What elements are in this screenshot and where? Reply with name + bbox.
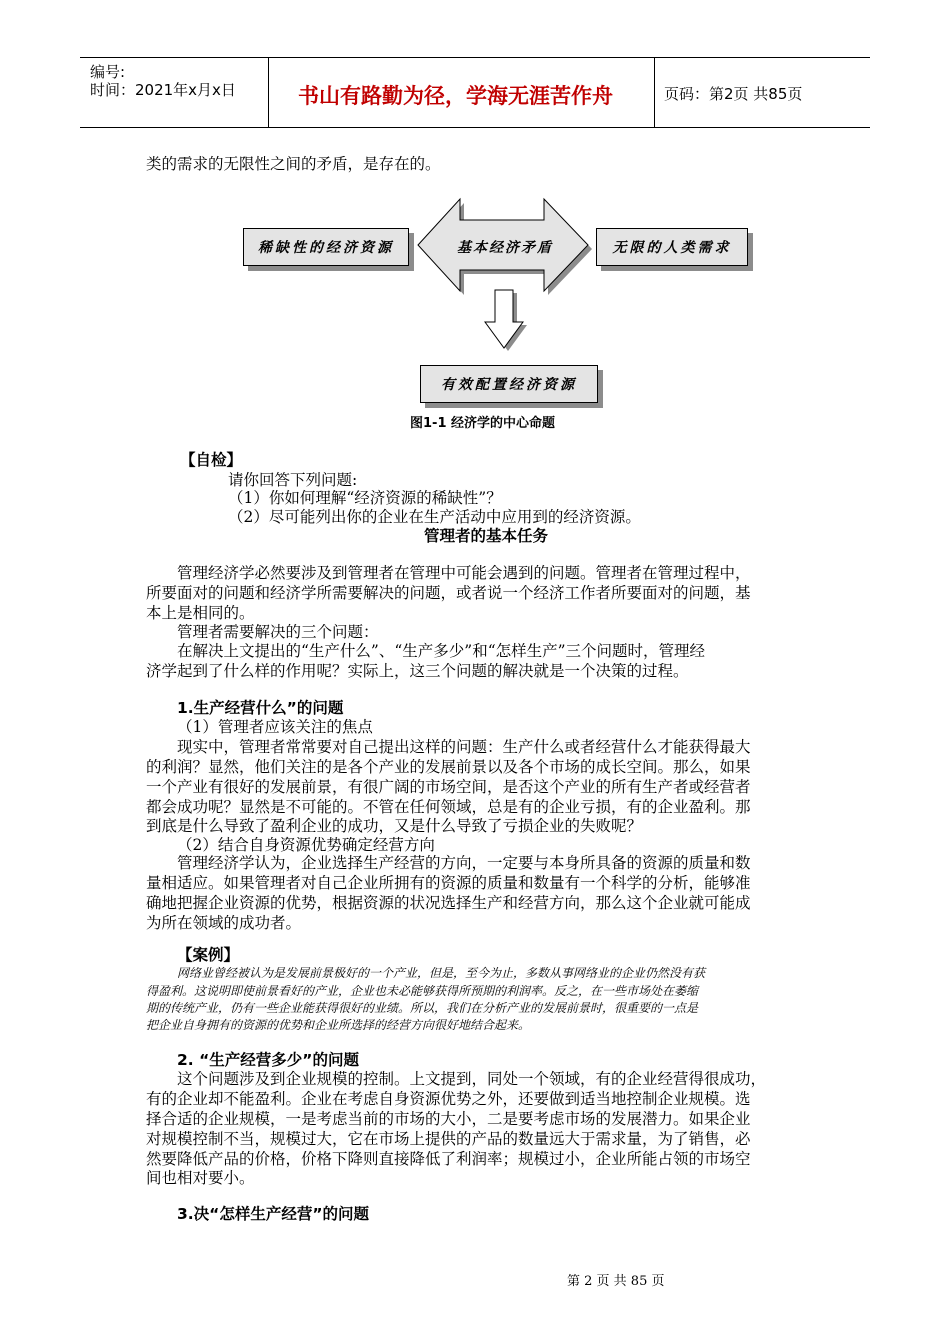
page-footer: 第 2 页 共 85 页 bbox=[567, 1274, 665, 1289]
intro-line: 类的需求的无限性之间的矛盾，是存在的。 bbox=[146, 155, 441, 173]
down-arrow-shape bbox=[485, 290, 523, 348]
header-bottom-rule bbox=[80, 127, 870, 128]
intro-paragraph-line: 管理经济学必然要涉及到管理者在管理中可能会遇到的问题。管理者在管理过程中， bbox=[177, 564, 751, 582]
q1-paragraph-line: 一个产业有很好的发展前景，有很广阔的市场空间，是否这个产业的所有生产者或经营者 bbox=[146, 778, 751, 796]
q1-paragraph-line: 为所在领域的成功者。 bbox=[146, 914, 302, 932]
q1-paragraph-line: 都会成功呢？显然是不可能的。不管在任何领域，总是有的企业亏损，有的企业盈利。那 bbox=[146, 798, 751, 816]
intro-paragraph-line: 在解决上文提出的“生产什么”、“生产多少”和“怎样生产”三个问题时，管理经 bbox=[177, 642, 706, 660]
header-number-label: 编号: bbox=[90, 63, 126, 81]
header-page-info: 页码：第2页 共85页 bbox=[664, 85, 803, 103]
q1-paragraph-line: 现实中，管理者常常要对自己提出这样的问题：生产什么或者经营什么才能获得最大 bbox=[177, 738, 751, 756]
case-line: 把企业自身拥有的资源的优势和企业所选择的经营方向很好地结合起来。 bbox=[146, 1018, 531, 1032]
diagram-center-label bbox=[450, 237, 560, 257]
case-line: 网络业曾经被认为是发展前景极好的一个产业，但是，至今为止，多数从事网络业的企业仍然没有获 bbox=[177, 966, 706, 980]
q2-paragraph-line: 间也相对要小。 bbox=[146, 1169, 255, 1187]
header-motto: 书山有路勤为径，学海无涯苦作舟 bbox=[298, 84, 613, 108]
section-title: 管理者的基本任务 bbox=[424, 527, 549, 545]
header-divider-right bbox=[654, 57, 655, 128]
self-check-prompt: 请你回答下列问题: bbox=[228, 471, 358, 489]
case-line: 期的传统产业，仍有一些企业能获得很好的业绩。所以，我们在分析产业的发展前景时，很重要的一点是 bbox=[146, 1001, 699, 1015]
diagram-bottom-box bbox=[420, 365, 598, 403]
q1-subheading-1: （1）管理者应该关注的焦点 bbox=[177, 718, 373, 736]
header-divider-left bbox=[268, 57, 269, 128]
q1-heading: 1.生产经营什么”的问题 bbox=[177, 699, 344, 717]
header-time-label: 时间：2021年x月x日 bbox=[90, 81, 236, 99]
q1-subheading-2: （2）结合自身资源优势确定经营方向 bbox=[177, 836, 435, 854]
diagram-left-box bbox=[243, 228, 409, 266]
intro-paragraph-line: 管理者需要解决的三个问题： bbox=[177, 623, 379, 641]
q2-heading: 2. “生产经营多少”的问题 bbox=[177, 1051, 359, 1069]
diagram-right-box bbox=[596, 228, 748, 266]
figure-caption: 图1-1 经济学的中心命题 bbox=[410, 416, 556, 431]
case-line: 得盈利。这说明即使前景看好的产业，企业也未必能够获得所预期的利润率。反之，在一些市场处在萎缩 bbox=[146, 984, 699, 998]
diagram-bottom-box-label: 有效配置经济资源 bbox=[441, 377, 577, 393]
self-check-title: 【自检】 bbox=[180, 451, 243, 469]
self-check-q1: （1）你如何理解“经济资源的稀缺性”？ bbox=[228, 489, 502, 507]
q2-paragraph-line: 然要降低产品的价格，价格下降则直接降低了利润率；规模过小，企业所能占领的市场空 bbox=[146, 1150, 751, 1168]
intro-paragraph-line: 济学起到了什么样的作用呢？实际上，这三个问题的解决就是一个决策的过程。 bbox=[146, 662, 689, 680]
q1-paragraph-line: 的利润？显然，他们关注的是各个产业的发展前景以及各个市场的成长空间。那么，如果 bbox=[146, 758, 751, 776]
q3-heading: 3.决“怎样生产经营”的问题 bbox=[177, 1205, 370, 1223]
self-check-q2: （2）尽可能列出你的企业在生产活动中应用到的经济资源。 bbox=[228, 508, 641, 526]
diagram-center-label-text: 基本经济矛盾 bbox=[457, 240, 553, 256]
q1-paragraph-line: 量相适应。如果管理者对自己企业所拥有的资源的质量和数量有一个科学的分析，能够准 bbox=[146, 874, 751, 892]
q2-paragraph-line: 对规模控制不当，规模过大，它在市场上提供的产品的数量远大于需求量，为了销售，必 bbox=[146, 1130, 751, 1148]
intro-paragraph-line: 所要面对的问题和经济学所需要解决的问题，或者说一个经济工作者所要面对的问题，基 bbox=[146, 584, 751, 602]
q1-paragraph-line: 管理经济学认为，企业选择生产经营的方向，一定要与本身所具备的资源的质量和数 bbox=[177, 854, 751, 872]
diagram-down-arrow bbox=[484, 288, 530, 354]
case-title: 【案例】 bbox=[177, 946, 240, 964]
intro-paragraph-line: 本上是相同的。 bbox=[146, 604, 255, 622]
q2-paragraph-line: 择合适的企业规模，一是考虑当前的市场的大小，二是要考虑市场的发展潜力。如果企业 bbox=[146, 1110, 751, 1128]
q1-paragraph-line: 到底是什么导致了盈利企业的成功，又是什么导致了亏损企业的失败呢？ bbox=[146, 817, 643, 835]
diagram-right-box-label: 无限的人类需求 bbox=[612, 240, 732, 256]
header-top-rule bbox=[80, 57, 870, 58]
q1-paragraph-line: 确地把握企业资源的优势，根据资源的状况选择生产和经营方向，那么这个企业就可能成 bbox=[146, 894, 751, 912]
diagram-left-box-label: 稀缺性的经济资源 bbox=[258, 240, 394, 256]
q2-paragraph-line: 有的企业却不能盈利。企业在考虑自身资源优势之外，还要做到适当地控制企业规模。选 bbox=[146, 1090, 751, 1108]
q2-paragraph-line: 这个问题涉及到企业规模的控制。上文提到，同处一个领域，有的企业经营得很成功， bbox=[177, 1070, 767, 1088]
